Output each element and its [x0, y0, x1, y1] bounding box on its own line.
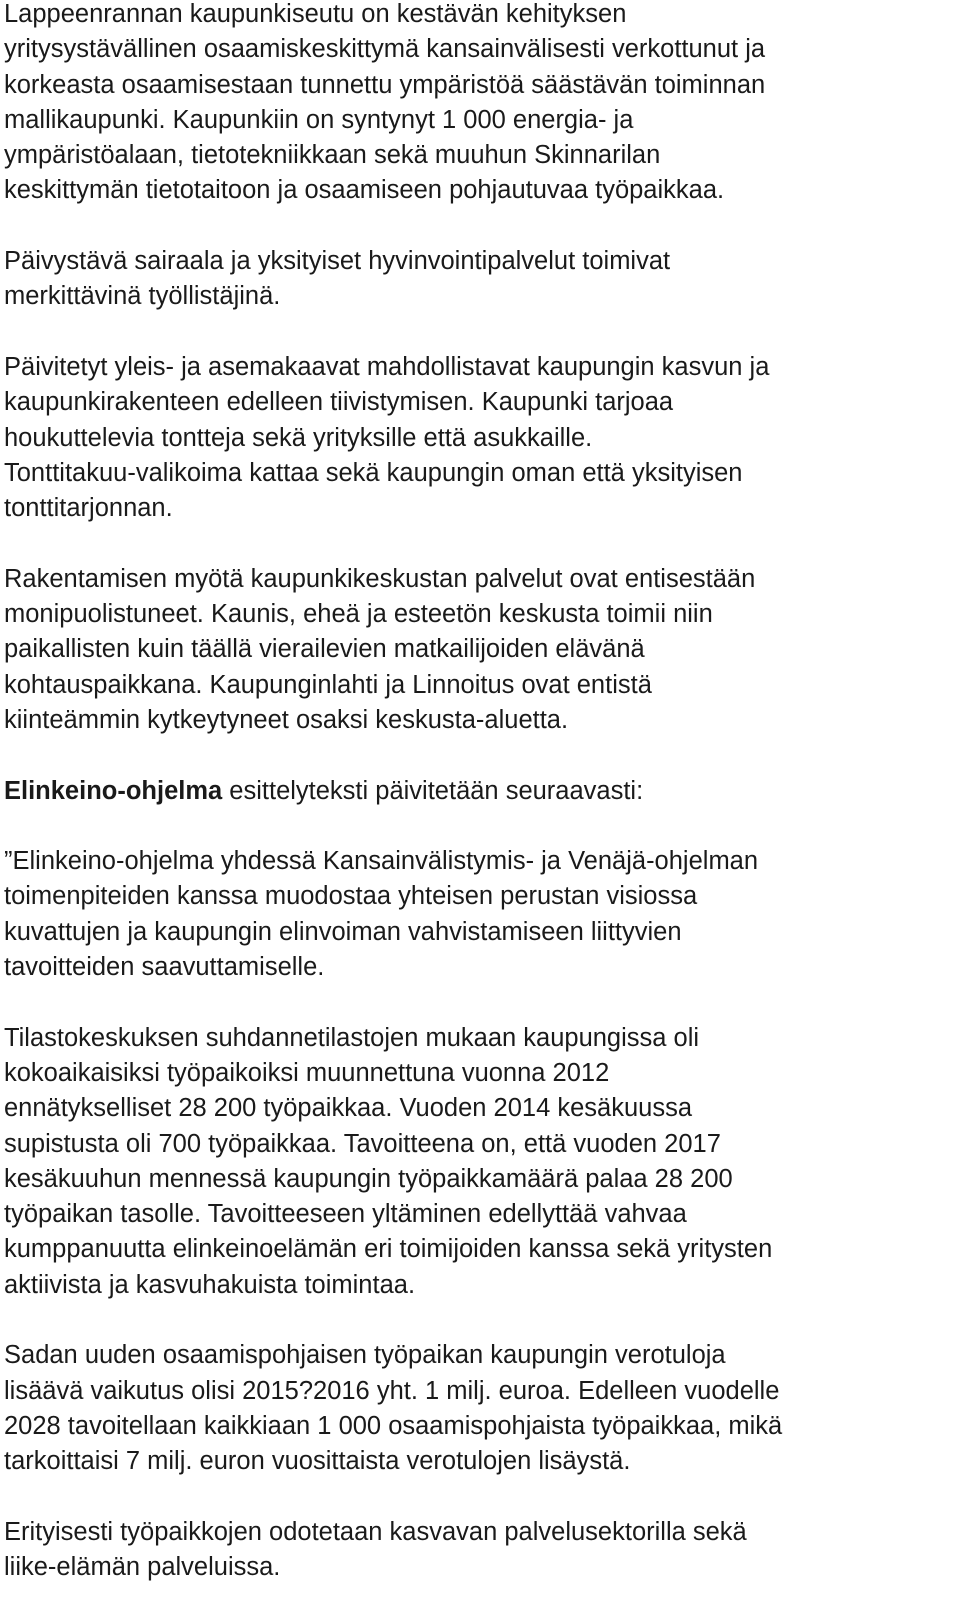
paragraph-service-sector: [4, 1515, 956, 1586]
text-line: Tonttitakuu-valikoima kattaa sekä kaupungin oman että yksityisen: [4, 458, 743, 487]
text-line: kaupunkirakenteen edelleen tiivistymisen. Kaupunki tarjoaa: [4, 388, 674, 417]
paragraph-hospital: [4, 244, 956, 315]
text-line: toimenpiteiden kanssa muodostaa yhteisen perustan visiossa: [4, 882, 698, 911]
text-line: ympäristöalaan, tietotekniikkaan sekä muuhun Skinnarilan: [4, 141, 661, 170]
paragraph-city-vision: [4, 0, 956, 209]
text-line: Sadan uuden osaamispohjaisen työpaikan kaupungin verotuloja: [4, 1341, 726, 1370]
text-line: mallikaupunki. Kaupunkiin on syntynyt 1 000 energia- ja: [4, 105, 634, 134]
text-line: monipuolistuneet. Kaunis, eheä ja esteetön keskusta toimii niin: [4, 600, 713, 629]
text-line: Rakentamisen myötä kaupunkikeskustan palvelut ovat entisestään: [4, 564, 756, 593]
text-line: Päivystävä sairaala ja yksityiset hyvinvointipalvelut toimivat: [4, 247, 671, 276]
text-line: työpaikan tasolle. Tavoitteeseen yltäminen edellyttää vahvaa: [4, 1200, 687, 1229]
text-line: ”Elinkeino-ohjelma yhdessä Kansainvälistymis- ja Venäjä-ohjelman: [4, 847, 759, 876]
text-line: Lappeenrannan kaupunkiseutu on kestävän kehityksen: [4, 0, 627, 28]
program-name: Elinkeino-ohjelma: [4, 776, 223, 805]
paragraph-statistics: [4, 1021, 956, 1303]
paragraph-city-centre: [4, 562, 956, 738]
text-line: supistusta oli 700 työpaikkaa. Tavoitteena on, että vuoden 2017: [4, 1129, 721, 1158]
text-line: kohtauspaikkana. Kaupunginlahti ja Linnoitus ovat entistä: [4, 670, 652, 699]
text-line: [4, 774, 956, 809]
text-line: tavoitteiden saavuttamiselle.: [4, 953, 325, 982]
text-line: ennätykselliset 28 200 työpaikkaa. Vuoden 2014 kesäkuussa: [4, 1094, 693, 1123]
text-line: tonttitarjonnan.: [4, 494, 173, 523]
text-line: liike-elämän palveluissa.: [4, 1553, 281, 1582]
text-line: kesäkuuhun mennessä kaupungin työpaikkamäärä palaa 28 200: [4, 1164, 733, 1193]
text-line: aktiivista ja kasvuhakuista toimintaa.: [4, 1270, 416, 1299]
text-line: Päivitetyt yleis- ja asemakaavat mahdollistavat kaupungin kasvun ja: [4, 352, 770, 381]
text-line: kokoaikaisiksi työpaikoiksi muunnettuna vuonna 2012: [4, 1058, 610, 1087]
text-line: kiinteämmin kytkeytyneet osaksi keskusta-aluetta.: [4, 705, 569, 734]
text-line: merkittävinä työllistäjinä.: [4, 282, 281, 311]
intro-text: esittelyteksti päivitetään seuraavasti:: [222, 776, 644, 805]
text-line: houkuttelevia tontteja sekä yrityksille että asukkaille.: [4, 423, 593, 452]
text-line: keskittymän tietotaitoon ja osaamiseen pohjautuvaa työpaikkaa.: [4, 176, 725, 205]
document-page: [4, 0, 956, 1621]
text-line: Erityisesti työpaikkojen odotetaan kasvavan palvelusektorilla sekä: [4, 1517, 747, 1546]
text-line: korkeasta osaamisestaan tunnettu ympäristöä säästävän toiminnan: [4, 70, 766, 99]
text-line: 2028 tavoitellaan kaikkiaan 1 000 osaamispohjaista työpaikkaa, mikä: [4, 1411, 783, 1440]
text-line: kumppanuutta elinkeinoelämän eri toimijoiden kanssa sekä yritysten: [4, 1235, 773, 1264]
paragraph-program-intro: [4, 774, 956, 809]
text-line: yritysystävällinen osaamiskeskittymä kansainvälisesti verkottunut ja: [4, 35, 766, 64]
paragraph-program-quote: [4, 844, 956, 985]
text-line: tarkoittaisi 7 milj. euron vuosittaista verotulojen lisäystä.: [4, 1447, 631, 1476]
text-line: kuvattujen ja kaupungin elinvoiman vahvistamiseen liittyvien: [4, 917, 682, 946]
text-line: paikallisten kuin täällä vierailevien matkailijoiden elävänä: [4, 635, 645, 664]
paragraph-tax-revenue: [4, 1338, 956, 1479]
text-line: lisäävä vaikutus olisi 2015?2016 yht. 1 milj. euroa. Edelleen vuodelle: [4, 1376, 780, 1405]
paragraph-zoning: [4, 350, 956, 526]
text-line: Tilastokeskuksen suhdannetilastojen mukaan kaupungissa oli: [4, 1023, 700, 1052]
